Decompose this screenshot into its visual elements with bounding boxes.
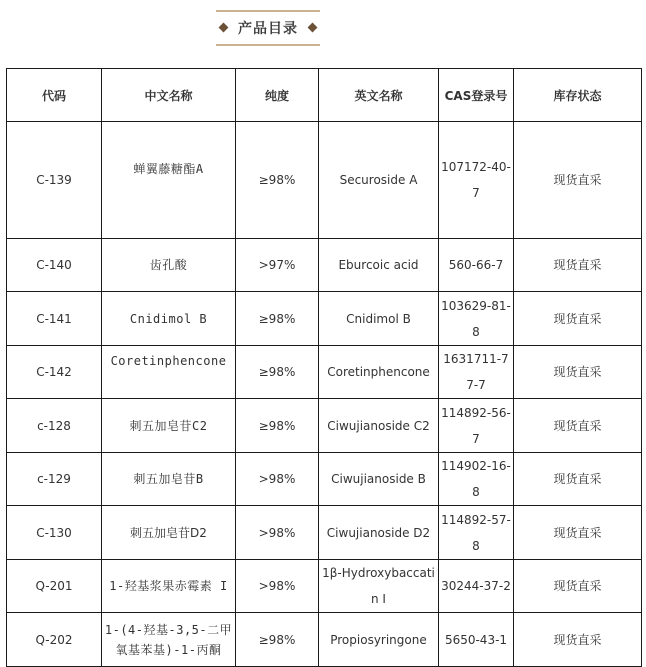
cell-cn-name: Cnidimol B: [102, 292, 236, 346]
cell-cas: 114902-16-8: [439, 453, 514, 506]
cell-stock: 现货直采: [514, 560, 642, 613]
cell-purity: >98%: [236, 506, 319, 560]
table-header-row: [7, 69, 642, 122]
cell-cas: 5650-43-1: [439, 613, 514, 667]
cell-cn-name: 刺五加皂苷C2: [102, 399, 236, 453]
header-en-name: 英文名称: [319, 69, 439, 122]
cell-purity: ≥98%: [236, 613, 319, 667]
table-row: [7, 122, 642, 239]
header-cas: CAS登录号: [439, 69, 514, 122]
cell-stock: 现货直采: [514, 346, 642, 399]
title-top-rule: [216, 10, 320, 12]
cell-stock: 现货直采: [514, 453, 642, 506]
cell-code: C-139: [7, 122, 102, 239]
header-purity: 纯度: [236, 69, 319, 122]
catalog-title-banner: [216, 10, 320, 46]
cell-en-name: Propiosyringone: [319, 613, 439, 667]
cell-stock: 现货直采: [514, 122, 642, 239]
cell-en-name: Securoside A: [319, 122, 439, 239]
cell-purity: >97%: [236, 239, 319, 292]
table-row: [7, 346, 642, 399]
cell-stock: 现货直采: [514, 239, 642, 292]
cell-en-name: Ciwujianoside C2: [319, 399, 439, 453]
table-row: [7, 399, 642, 453]
table-row: [7, 560, 642, 613]
cell-stock: 现货直采: [514, 399, 642, 453]
cell-stock: 现货直采: [514, 613, 642, 667]
cell-en-name: Coretinphencone: [319, 346, 439, 399]
cell-purity: >98%: [236, 453, 319, 506]
cell-cas: 560-66-7: [439, 239, 514, 292]
cell-stock: 现货直采: [514, 506, 642, 560]
cell-purity: >98%: [236, 560, 319, 613]
cell-cn-name: 齿孔酸: [102, 239, 236, 292]
cell-cn-name: 1-(4-羟基-3,5-二甲氧基苯基)-1-丙酮: [102, 613, 236, 667]
table-row: [7, 292, 642, 346]
cell-code: Q-202: [7, 613, 102, 667]
cell-stock: 现货直采: [514, 292, 642, 346]
table-row: [7, 613, 642, 667]
cell-code: c-128: [7, 399, 102, 453]
product-table: [6, 68, 642, 667]
cell-cn-name: 刺五加皂苷B: [102, 453, 236, 506]
cell-purity: ≥98%: [236, 346, 319, 399]
title-bottom-rule: [216, 44, 320, 46]
cell-cn-name: 1-羟基浆果赤霉素 I: [102, 560, 236, 613]
cell-en-name: 1β-Hydroxybaccatin I: [319, 560, 439, 613]
table-row: [7, 239, 642, 292]
table-row: [7, 453, 642, 506]
cell-en-name: Ciwujianoside D2: [319, 506, 439, 560]
table-row: [7, 506, 642, 560]
cell-en-name: Cnidimol B: [319, 292, 439, 346]
cell-code: C-140: [7, 239, 102, 292]
cell-cas: 1631711-77-7: [439, 346, 514, 399]
header-code: 代码: [7, 69, 102, 122]
cell-purity: ≥98%: [236, 122, 319, 239]
cell-cas: 103629-81-8: [439, 292, 514, 346]
cell-purity: ≥98%: [236, 292, 319, 346]
cell-en-name: Ciwujianoside B: [319, 453, 439, 506]
cell-en-name: Eburcoic acid: [319, 239, 439, 292]
cell-purity: ≥98%: [236, 399, 319, 453]
cell-code: c-129: [7, 453, 102, 506]
page-title: 产品目录: [238, 21, 298, 37]
cell-cas: 30244-37-2: [439, 560, 514, 613]
cell-cn-name: 刺五加皂苷D2: [102, 506, 236, 560]
cell-code: Q-201: [7, 560, 102, 613]
cell-cn-name: Coretinphencone: [102, 346, 236, 399]
cell-cas: 114892-56-7: [439, 399, 514, 453]
cell-cas: 107172-40-7: [439, 122, 514, 239]
header-stock: 库存状态: [514, 69, 642, 122]
cell-cas: 114892-57-8: [439, 506, 514, 560]
header-cn-name: 中文名称: [102, 69, 236, 122]
cell-code: C-142: [7, 346, 102, 399]
cell-code: C-141: [7, 292, 102, 346]
cell-cn-name: 蝉翼藤糖酯A: [102, 122, 236, 239]
cell-code: C-130: [7, 506, 102, 560]
